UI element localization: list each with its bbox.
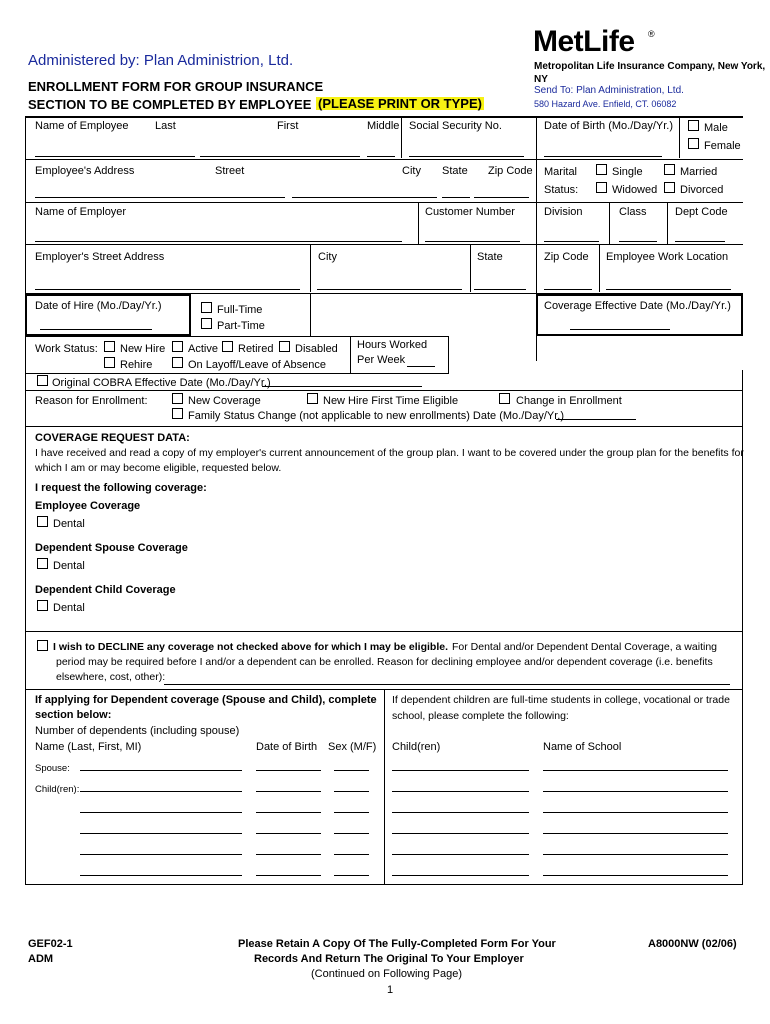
employee-coverage-heading: Employee Coverage <box>35 500 141 512</box>
school-name-field[interactable] <box>543 854 728 855</box>
division-field[interactable] <box>544 241 599 242</box>
rehire-checkbox[interactable] <box>104 357 115 368</box>
decline-checkbox[interactable] <box>37 640 48 651</box>
label-ssn: Social Security No. <box>409 120 502 132</box>
label-employer-state: State <box>477 251 503 263</box>
dependents-heading-1: If applying for Dependent coverage (Spouse and Child), complete <box>35 694 377 706</box>
employer-street-field[interactable] <box>35 289 300 290</box>
label-retired: Retired <box>238 343 274 355</box>
family-change-date-field[interactable] <box>556 419 636 420</box>
label-state: State <box>442 165 468 177</box>
family-change-checkbox[interactable] <box>172 408 183 419</box>
date-of-hire-field[interactable] <box>40 329 152 330</box>
label-name-employee: Name of Employee <box>35 120 129 132</box>
decline-rest: For Dental and/or Dependent Dental Coverage, a waiting <box>452 641 717 653</box>
child-name-field[interactable] <box>80 854 242 855</box>
employee-dental-checkbox[interactable] <box>37 516 48 527</box>
send-to: Send To: Plan Administration, Ltd. <box>534 85 684 96</box>
label-cobra: Original COBRA Effective Date (Mo./Day/Yr.) <box>52 377 271 389</box>
child-dob-field[interactable] <box>256 833 321 834</box>
label-active: Active <box>188 343 218 355</box>
label-work-location: Employee Work Location <box>606 251 729 263</box>
label-middle: Middle <box>367 120 400 132</box>
footer-form-number: A8000NW (02/06) <box>648 938 737 950</box>
child-student-field[interactable] <box>392 791 529 792</box>
new-hire-eligible-checkbox[interactable] <box>307 393 318 404</box>
spouse-dob-field[interactable] <box>256 770 321 771</box>
spouse-sex-field[interactable] <box>334 770 369 771</box>
send-to-address: 580 Hazard Ave. Enfield, CT. 06082 <box>534 99 677 109</box>
dept-code-field[interactable] <box>675 241 725 242</box>
label-zip: Zip Code <box>488 165 533 177</box>
label-dob: Date of Birth (Mo./Day/Yr.) <box>544 120 673 132</box>
child-sex-field[interactable] <box>334 854 369 855</box>
label-name-col: Name (Last, First, MI) <box>35 741 142 753</box>
hours-worked-field[interactable] <box>407 366 435 367</box>
footer-code-1: GEF02-1 <box>28 938 73 950</box>
label-male: Male <box>704 122 728 134</box>
school-name-field[interactable] <box>543 791 728 792</box>
child-student-field[interactable] <box>392 875 529 876</box>
class-field[interactable] <box>619 241 657 242</box>
first-name-field[interactable] <box>200 156 360 157</box>
label-employer-city: City <box>318 251 337 263</box>
decline-text-3: elsewhere, cost, other): <box>56 671 166 683</box>
label-city: City <box>402 165 421 177</box>
child-dob-field[interactable] <box>256 854 321 855</box>
metlife-logo: MetLife <box>533 25 635 58</box>
coverage-text-1: I have received and read a copy of my employer's current announcement of the group plan. I want to be covered under the group plan for the benefits for <box>35 447 744 459</box>
label-marital: Marital <box>544 166 578 178</box>
full-time-checkbox[interactable] <box>201 302 212 313</box>
label-new-hire-eligible: New Hire First Time Eligible <box>323 395 459 407</box>
footer-continued: (Continued on Following Page) <box>311 968 463 980</box>
label-children-col: Child(ren) <box>392 741 441 753</box>
form-title: ENROLLMENT FORM FOR GROUP INSURANCE <box>28 79 324 94</box>
label-coverage-effective: Coverage Effective Date (Mo./Day/Yr.) <box>544 300 731 312</box>
label-children: Child(ren): <box>35 784 80 795</box>
decline-text-2: period may be required before I and/or a dependent can be enrolled. Reason for declining employee and/or dependent coverage (i.e. benefits <box>56 656 713 668</box>
print-note: (PLEASE PRINT OR TYPE) <box>318 96 482 111</box>
footer-retain-2: Records And Return The Original To Your Employer <box>254 953 524 965</box>
decline-bold: I wish to DECLINE any coverage not checked above for which I may be eligible. <box>53 641 449 653</box>
label-rehire: Rehire <box>120 359 153 371</box>
school-name-field[interactable] <box>543 875 728 876</box>
label-street: Street <box>215 165 245 177</box>
label-per-week: Per Week <box>357 354 406 366</box>
male-checkbox[interactable] <box>688 120 699 131</box>
students-text-1: If dependent children are full-time students in college, vocational or trade <box>392 694 730 706</box>
label-employer-street: Employer's Street Address <box>35 251 165 263</box>
cobra-checkbox[interactable] <box>37 375 48 386</box>
label-layoff: On Layoff/Leave of Absence <box>188 359 327 371</box>
label-date-of-hire: Date of Hire (Mo./Day/Yr.) <box>35 300 162 312</box>
child-sex-field[interactable] <box>334 833 369 834</box>
school-name-field[interactable] <box>543 770 728 771</box>
street-field[interactable] <box>35 197 285 198</box>
rule-bottom <box>25 884 743 885</box>
change-enrollment-checkbox[interactable] <box>499 393 510 404</box>
single-checkbox[interactable] <box>596 164 607 175</box>
rule-top <box>25 116 743 118</box>
label-num-dependents: Number of dependents (including spouse) <box>35 725 240 737</box>
school-name-field[interactable] <box>543 833 728 834</box>
label-change-enrollment: Change in Enrollment <box>516 395 622 407</box>
label-last: Last <box>155 120 176 132</box>
company-name: Metropolitan Life Insurance Company, New York, <box>534 61 766 72</box>
label-employee-address: Employee's Address <box>35 165 135 177</box>
students-text-2: school, please complete the following: <box>392 710 569 722</box>
child-student-field[interactable] <box>392 833 529 834</box>
widowed-checkbox[interactable] <box>596 182 607 193</box>
layoff-checkbox[interactable] <box>172 357 183 368</box>
label-female: Female <box>704 140 741 152</box>
label-part-time: Part-Time <box>217 320 265 332</box>
label-dept-code: Dept Code <box>675 206 728 218</box>
label-employer-zip: Zip Code <box>544 251 589 263</box>
child-name-field[interactable] <box>80 833 242 834</box>
employer-name-field[interactable] <box>35 241 402 242</box>
child-student-field[interactable] <box>392 770 529 771</box>
part-time-checkbox[interactable] <box>201 318 212 329</box>
label-class: Class <box>619 206 647 218</box>
child-dob-field[interactable] <box>256 812 321 813</box>
school-name-field[interactable] <box>543 812 728 813</box>
label-name-employer: Name of Employer <box>35 206 127 218</box>
label-new-hire: New Hire <box>120 343 166 355</box>
spouse-coverage-heading: Dependent Spouse Coverage <box>35 542 188 554</box>
child-sex-field[interactable] <box>334 875 369 876</box>
coverage-effective-field[interactable] <box>570 329 670 330</box>
middle-name-field[interactable] <box>367 156 395 157</box>
customer-number-field[interactable] <box>425 241 520 242</box>
coverage-text-2: which I am or may become eligible, requested below. <box>35 462 282 474</box>
child-name-field[interactable] <box>80 875 242 876</box>
state-field[interactable] <box>442 197 470 198</box>
frame-left <box>25 116 26 884</box>
last-name-field[interactable] <box>35 156 195 157</box>
child-coverage-heading: Dependent Child Coverage <box>35 584 176 596</box>
label-school-col: Name of School <box>543 741 622 753</box>
dependents-heading-2: section below: <box>35 709 112 721</box>
decline-reason-field[interactable] <box>164 684 730 685</box>
label-first: First <box>277 120 299 132</box>
spouse-dental-checkbox[interactable] <box>37 558 48 569</box>
label-full-time: Full-Time <box>217 304 263 316</box>
child-name-field[interactable] <box>80 791 242 792</box>
label-customer-number: Customer Number <box>425 206 515 218</box>
retired-checkbox[interactable] <box>222 341 233 352</box>
label-work-status: Work Status: <box>35 343 98 355</box>
employer-state-field[interactable] <box>474 289 526 290</box>
child-dental-checkbox[interactable] <box>37 600 48 611</box>
footer-retain-1: Please Retain A Copy Of The Fully-Completed Form For Your <box>238 938 556 950</box>
active-checkbox[interactable] <box>172 341 183 352</box>
label-spouse-dental: Dental <box>53 560 85 572</box>
label-reason: Reason for Enrollment: <box>35 395 148 407</box>
label-married: Married <box>680 166 718 178</box>
label-disabled: Disabled <box>295 343 338 355</box>
label-widowed: Widowed <box>612 184 658 196</box>
label-status: Status: <box>544 184 579 196</box>
label-division: Division <box>544 206 583 218</box>
label-divorced: Divorced <box>680 184 724 196</box>
label-new-coverage: New Coverage <box>188 395 261 407</box>
divorced-checkbox[interactable] <box>664 182 675 193</box>
label-employee-dental: Dental <box>53 518 85 530</box>
new-hire-checkbox[interactable] <box>104 341 115 352</box>
married-checkbox[interactable] <box>664 164 675 175</box>
section-title: SECTION TO BE COMPLETED BY EMPLOYEE <box>28 97 312 112</box>
employer-city-field[interactable] <box>317 289 462 290</box>
coverage-heading: COVERAGE REQUEST DATA: <box>35 432 190 444</box>
company-state: NY <box>534 74 548 85</box>
employer-zip-field[interactable] <box>544 289 592 290</box>
label-child-dental: Dental <box>53 602 85 614</box>
child-sex-field[interactable] <box>334 812 369 813</box>
page-number: 1 <box>387 984 394 996</box>
label-dob-col: Date of Birth <box>256 741 318 753</box>
new-coverage-checkbox[interactable] <box>172 393 183 404</box>
disabled-checkbox[interactable] <box>279 341 290 352</box>
child-dob-field[interactable] <box>256 791 321 792</box>
registered-mark: ® <box>648 29 655 39</box>
dob-field[interactable] <box>544 156 662 157</box>
child-name-field[interactable] <box>80 812 242 813</box>
work-location-field[interactable] <box>606 289 731 290</box>
label-family-change: Family Status Change (not applicable to new enrollments) Date (Mo./Day/Yr.) <box>188 410 564 422</box>
ssn-field[interactable] <box>409 156 524 157</box>
child-sex-field[interactable] <box>334 791 369 792</box>
coverage-request: I request the following coverage: <box>35 482 207 494</box>
label-single: Single <box>612 166 643 178</box>
label-spouse: Spouse: <box>35 763 70 774</box>
label-sex-col: Sex (M/F) <box>328 741 377 753</box>
cobra-date-field[interactable] <box>262 386 422 387</box>
child-dob-field[interactable] <box>256 875 321 876</box>
spouse-name-field[interactable] <box>80 770 242 771</box>
child-student-field[interactable] <box>392 812 529 813</box>
footer-code-2: ADM <box>28 953 54 965</box>
label-hours-worked: Hours Worked <box>357 339 428 351</box>
female-checkbox[interactable] <box>688 138 699 149</box>
child-student-field[interactable] <box>392 854 529 855</box>
zip-field[interactable] <box>474 197 529 198</box>
city-field[interactable] <box>292 197 437 198</box>
administered-by: Administered by: Plan Administrion, Ltd. <box>28 52 294 69</box>
